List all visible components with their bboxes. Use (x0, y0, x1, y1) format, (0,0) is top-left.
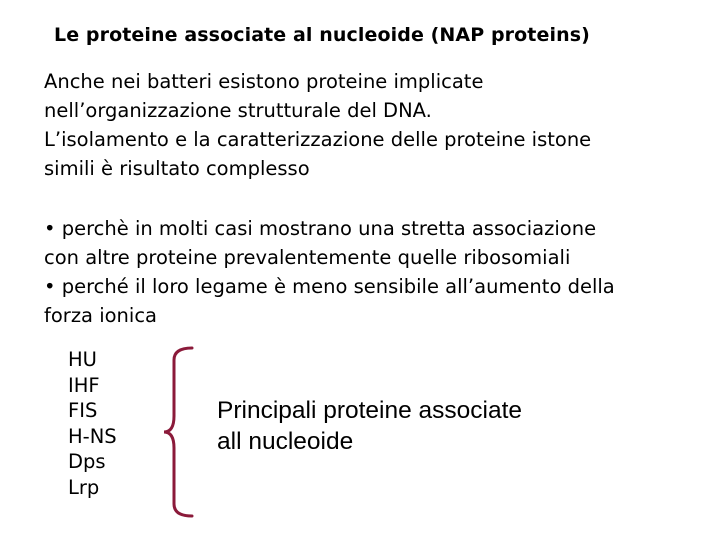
caption-line: Principali proteine associate (217, 397, 523, 424)
intro-line: Anche nei batteri esistono proteine implicate (44, 70, 484, 93)
protein-item: IHF (68, 373, 100, 397)
intro-line: nell’organizzazione strutturale del DNA. (44, 99, 432, 122)
intro-paragraph (44, 67, 704, 183)
protein-item: Dps (68, 450, 106, 474)
reason-line: • perché il loro legame è meno sensibile all’aumento della (44, 275, 615, 298)
intro-line: simili è risultato complesso (44, 157, 310, 180)
reason-line: forza ionica (44, 304, 157, 327)
protein-list (68, 347, 117, 501)
protein-item: H-NS (68, 424, 117, 448)
protein-item: FIS (68, 399, 98, 423)
proteins-caption (217, 395, 522, 457)
intro-line: L’isolamento e la caratterizzazione delle proteine istone (44, 128, 592, 151)
protein-item: Lrp (68, 475, 100, 499)
reason-line: con altre proteine prevalentemente quelle ribosomiali (44, 246, 571, 269)
caption-line: all nucleoide (217, 428, 354, 455)
protein-item: HU (68, 348, 97, 371)
slide-title: Le proteine associate al nucleoide (NAP proteins) (54, 24, 590, 46)
grouping-brace (164, 346, 204, 518)
grouping-brace-path (164, 348, 192, 516)
reasons-bullets (44, 214, 704, 330)
reason-line: • perchè in molti casi mostrano una stretta associazione (44, 217, 597, 240)
